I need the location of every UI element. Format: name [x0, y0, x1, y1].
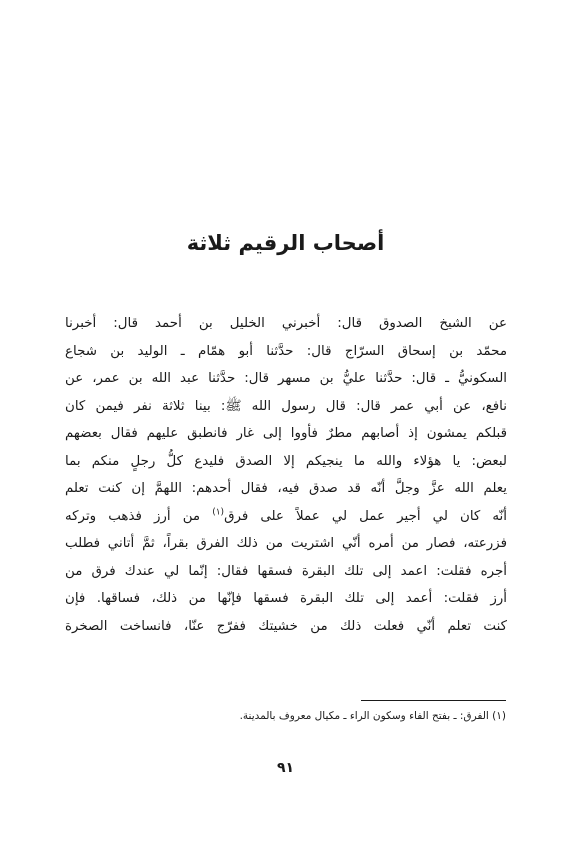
text-line: يعلم الله عزَّ وجلَّ أنّه قد صدق فيه، فقال أحدهم: اللهمَّ إن كنت تعلم	[65, 481, 507, 496]
text-line: فزرعته، فصار من أمره أنّي اشتريت من ذلك الفرق بقراً، ثمَّ أتاني فطلب	[65, 536, 507, 551]
chapter-title: أصحاب الرقيم ثلاثة	[186, 231, 385, 255]
text-line: أرز فقلت: أعمد إلى تلك البقرة فسقها فإنّها من ذلك، فساقها. فإن	[65, 591, 507, 606]
main-text	[65, 310, 507, 640]
text-line: قبلكم يمشون إذ أصابهم مطرٌ فأووا إلى غار فانطبق عليهم فقال بعضهم	[65, 426, 507, 441]
text-line: لبعض: يا هؤلاء والله ما ينجيكم إلا الصدق فليدع كلُّ رجلٍ منكم بما	[65, 453, 507, 469]
text-line: كنت تعلم أنّي فعلت ذلك من خشيتك ففرّج عنّا، فانساخت الصخرة	[65, 618, 507, 634]
page-number: ٩١	[276, 760, 295, 776]
text-line: أجره فقلت: اعمد إلى تلك البقرة فسقها فقال: إنّما لي عندك فرق من	[65, 563, 507, 579]
text-segment: أنّه كان لي أجير عمل لي عملاً على فرق	[224, 508, 507, 524]
footnote-marker: (١)	[212, 507, 225, 518]
text-line: عن الشيخ الصدوق قال: أخبرني الخليل بن أحمد قال: أخبرنا	[65, 316, 507, 331]
text-line-with-footnote	[65, 503, 507, 531]
footnote: (١) الفرق: ـ بفتح الفاء وسكون الراء ـ مكيال معروف بالمدينة.	[239, 710, 506, 722]
text-segment: من أرز فذهب وتركه	[65, 508, 213, 524]
footnote-divider	[361, 700, 506, 701]
text-line: السكونيُّ ـ قال: حدَّثنا عليُّ بن مسهر قال: حدَّثنا عبد الله بن عمر، عن	[65, 371, 507, 386]
text-line: نافع، عن أبي عمر قال: قال رسول الله ﷺ: بينا ثلاثة نفر فيمن كان	[65, 398, 507, 414]
text-line: محمّد بن إسحاق السرّاج قال: حدَّثنا أبو همّام ـ الوليد بن شجاع	[65, 343, 507, 359]
